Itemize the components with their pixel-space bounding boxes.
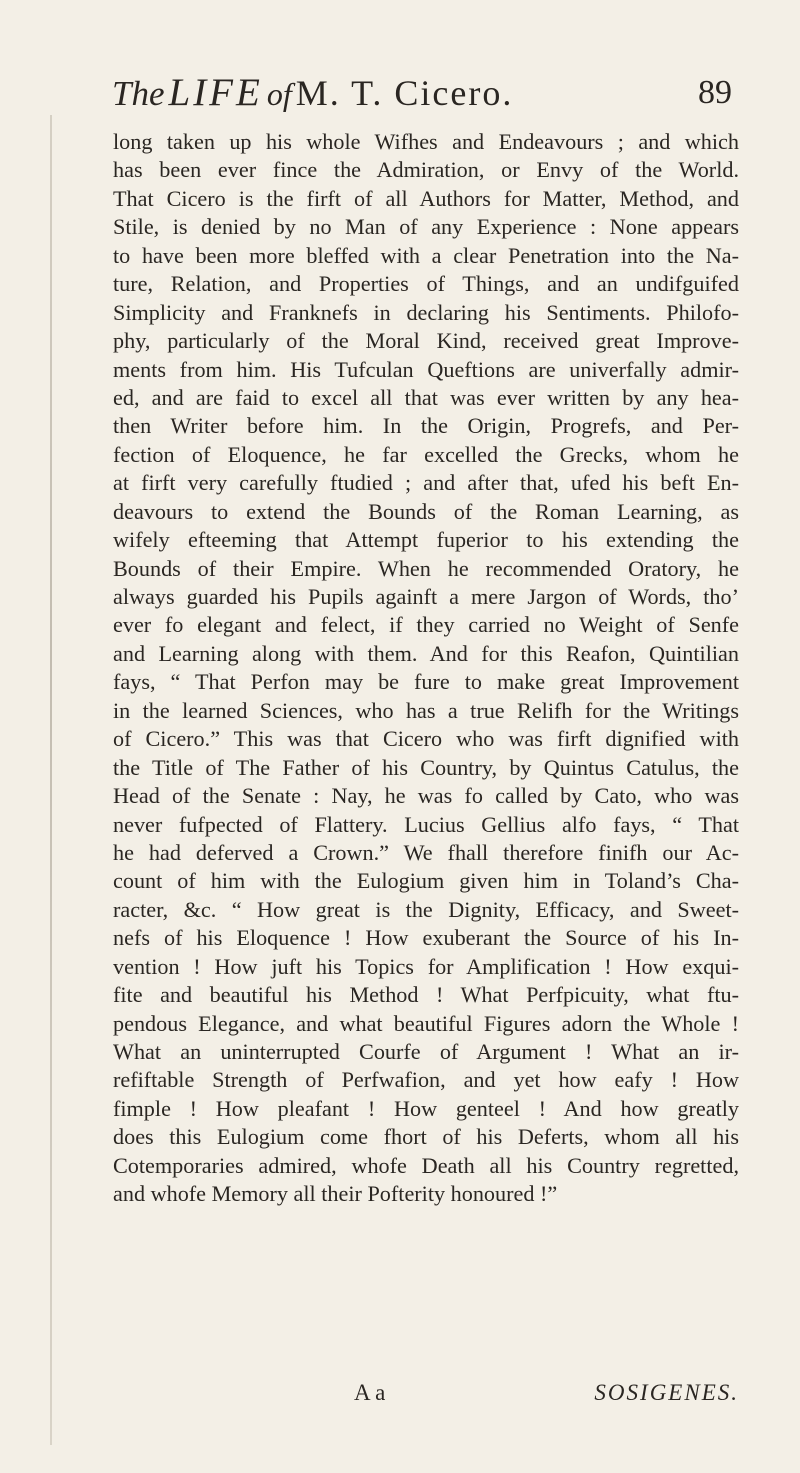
text-line: to have been more bleffed with a clear Penetration into the Na- bbox=[113, 242, 739, 268]
text-line: never fufpected of Flattery. Lucius Gellius alfo fays, “ That bbox=[113, 811, 739, 837]
page-gutter-edge bbox=[50, 115, 52, 1445]
text-line: refiftable Strength of Perfwafion, and yet how eafy ! How bbox=[113, 1067, 739, 1093]
text-line: Head of the Senate : Nay, he was fo called by Cato, who was bbox=[113, 783, 739, 809]
text-line: That Cicero is the firft of all Authors for Matter, Method, and bbox=[113, 185, 739, 211]
text-line: vention ! How juft his Topics for Amplification ! How exqui- bbox=[113, 953, 739, 979]
text-line: fection of Eloquence, he far excelled the Grecks, whom he bbox=[113, 441, 739, 467]
text-line: pendous Elegance, and what beautiful Figures adorn the Whole ! bbox=[113, 1010, 739, 1036]
text-line: ever fo elegant and felect, if they carried no Weight of Senfe bbox=[113, 612, 739, 638]
text-line: Simplicity and Franknefs in declaring his Sentiments. Philofo- bbox=[113, 299, 739, 325]
text-line: fite and beautiful his Method ! What Perfpicuity, what ftu- bbox=[113, 982, 739, 1008]
text-line: he had deferved a Crown.” We fhall therefore finifh our Ac- bbox=[113, 839, 739, 865]
header-name: M. T. Cicero. bbox=[295, 73, 514, 113]
text-line: What an uninterrupted Courfe of Argument ! What an ir- bbox=[113, 1039, 739, 1064]
header-life: LIFE bbox=[168, 71, 263, 114]
signature-mark: A a bbox=[354, 1380, 386, 1405]
page-number: 89 bbox=[698, 74, 732, 111]
text-line: racter, &c. “ How great is the Dignity, Efficacy, and Sweet- bbox=[113, 896, 739, 922]
text-line: at firft very carefully ftudied ; and after that, ufed his beft En- bbox=[113, 470, 739, 496]
text-line: wifely efteeming that Attempt fuperior to his extending the bbox=[113, 527, 739, 553]
text-line: Bounds of their Empire. When he recommended Oratory, he bbox=[113, 555, 739, 581]
text-line: deavours to extend the Bounds of the Roman Learning, as bbox=[113, 498, 739, 524]
text-line: phy, particularly of the Moral Kind, received great Improve- bbox=[113, 328, 739, 354]
text-line: count of him with the Eulogium given him in Toland’s Cha- bbox=[113, 868, 739, 894]
body-text bbox=[113, 128, 739, 1209]
header-of: of bbox=[266, 76, 292, 112]
header-the: The bbox=[112, 74, 165, 113]
text-line: Cotemporaries admired, whofe Death all his Country regretted, bbox=[113, 1152, 739, 1178]
text-line: nefs of his Eloquence ! How exuberant the Source of his In- bbox=[113, 925, 739, 951]
page-footer bbox=[354, 1380, 739, 1414]
text-line: of Cicero.” This was that Cicero who was firft dignified with bbox=[113, 726, 739, 752]
text-line: fimple ! How pleafant ! How genteel ! And how greatly bbox=[113, 1095, 739, 1121]
catchword: SOSIGENES. bbox=[594, 1380, 739, 1405]
text-line: Stile, is denied by no Man of any Experience : None appears bbox=[113, 214, 739, 240]
text-line: and whofe Memory all their Pofterity honoured !” bbox=[113, 1181, 558, 1207]
text-line: ture, Relation, and Properties of Things, and an undifguifed bbox=[113, 271, 739, 297]
running-header bbox=[112, 70, 732, 120]
text-line: and Learning along with them. And for this Reafon, Quintilian bbox=[113, 640, 739, 666]
text-line: in the learned Sciences, who has a true Relifh for the Writings bbox=[113, 697, 739, 723]
text-line: ed, and are faid to excel all that was ever written by any hea- bbox=[113, 384, 739, 410]
text-line: has been ever fince the Admiration, or Envy of the World. bbox=[113, 157, 739, 183]
text-line: then Writer before him. In the Origin, Progrefs, and Per- bbox=[113, 413, 739, 439]
text-line: ments from him. His Tufculan Queftions are univerfally admir- bbox=[113, 356, 739, 382]
text-line: the Title of The Father of his Country, by Quintus Catulus, the bbox=[113, 754, 739, 780]
text-line: long taken up his whole Wifhes and Endeavours ; and which bbox=[113, 129, 739, 154]
text-line: does this Eulogium come fhort of his Deferts, whom all his bbox=[113, 1124, 739, 1150]
text-line: fays, “ That Perfon may be fure to make great Improvement bbox=[113, 669, 739, 695]
text-line: always guarded his Pupils againft a mere Jargon of Words, tho’ bbox=[113, 584, 739, 609]
